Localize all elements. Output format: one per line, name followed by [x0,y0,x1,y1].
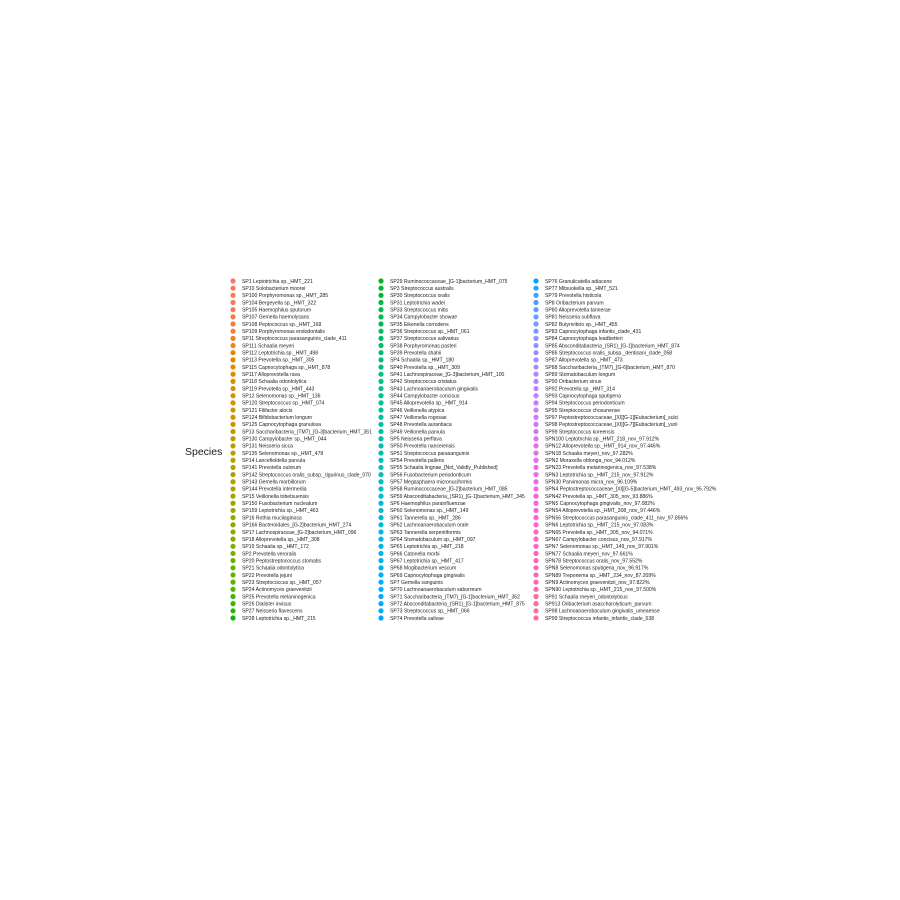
legend-key [533,587,538,592]
legend-key [378,465,383,470]
legend-key [378,479,383,484]
legend-label: SP143 Gemella morbillorum [242,479,306,486]
legend-label: SPN9 Actinomyces graevenitzii_nov_97.822% [545,579,650,586]
legend-label: SP19 Schaalia sp._HMT_172 [242,544,309,551]
legend-key [533,529,538,534]
legend-key [230,336,235,341]
legend-label: SP50 Prevotella nanceiensis [390,443,455,450]
legend-label: SP34 Campylobacter showae [390,314,458,321]
legend-label: SP90 Oribacterium sinus [545,379,602,386]
legend-label: SP38 Porphyromonas pasteri [390,343,457,350]
legend-label: SP79 Prevotella histicola [545,293,602,300]
legend-key [230,443,235,448]
legend-key [533,515,538,520]
legend-items [230,278,716,621]
legend-label: SP64 Stomatobaculum sp._HMT_097 [390,536,476,543]
legend-label: SP73 Streptococcus sp._HMT_066 [390,608,470,615]
legend-label: SPN7 Selenomonas sp._HMT_149_nov_97.901% [545,544,659,551]
legend-key [230,286,235,291]
legend-label: SP45 Alloprevotella sp._HMT_914 [390,400,468,407]
legend-label: SP80 Alloprevotella tannerae [545,307,611,314]
legend-label: SP44 Campylobacter concisus [390,393,460,400]
legend-key [533,572,538,577]
legend-label: SP40 Prevotella sp._HMT_309 [390,364,460,371]
legend-key [378,522,383,527]
legend-key [378,472,383,477]
legend-key [378,601,383,606]
legend-label: SP99 Streptococcus koreensis [545,429,615,436]
legend-key [378,443,383,448]
legend-key [230,379,235,384]
legend-key [230,393,235,398]
legend-key [230,357,235,362]
legend-label: SP37 Streptococcus salivarius [390,336,459,343]
legend-label: SP56 Fusobacterium periodonticum [390,472,471,479]
legend-key [378,537,383,542]
legend-label: SP28 Leptotrichia sp._HMT_215 [242,615,316,622]
legend-label: SP43 Lachnoanaerobaculum gingivalis [390,386,479,393]
legend-label: SP98 Peptostreptococcaceae_[XI][G-7][Eubacterium]_yurii [545,422,678,429]
legend-label: SP98 Lachnoanaerobaculum gingivalis_umeaense [545,608,660,615]
legend-label: SP8 Oribacterium parvum [545,300,604,307]
legend-key [230,580,235,585]
legend-key [533,436,538,441]
legend-key [230,551,235,556]
legend-key [378,314,383,319]
legend-key [533,357,538,362]
legend-label: SP131 Neisseria sicca [242,443,293,450]
legend-label: SP4 Schaalia sp._HMT_180 [390,357,454,364]
legend-label: SP159 Leptotrichia sp._HMT_463 [242,508,319,515]
legend-label: SP81 Neisseria subflava [545,314,601,321]
legend-key [533,329,538,334]
legend-key [533,472,538,477]
legend-label: SP65 Leptotrichia sp._HMT_218 [390,544,464,551]
legend-key [378,350,383,355]
legend-key [230,522,235,527]
legend-key [533,443,538,448]
legend-key [533,321,538,326]
legend-key [230,429,235,434]
legend-label: SP66 Catonella morbi [390,551,440,558]
legend-label: SP41 Lachnospiraceae_[G-3]bacterium_HMT_100 [390,372,505,379]
legend-label: SPN65 Prevotella sp._HMT_305_nov_94.071% [545,529,653,536]
legend-label: SP35 Eikenella corrodens [390,321,449,328]
legend-key [378,580,383,585]
legend-label: SP117 Alloprevotella rava [242,372,300,379]
legend-key [533,415,538,420]
legend-key [533,565,538,570]
legend-label: SPN77 Schaalia meyeri_nov_97.661% [545,551,633,558]
legend-label: SP67 Leptotrichia sp._HMT_417 [390,558,464,565]
legend-key [378,565,383,570]
legend-key [533,286,538,291]
legend-key [230,436,235,441]
legend-label: SP3 Streptococcus australis [390,285,454,292]
legend-label: SP63 Tannerella serpentiformis [390,529,461,536]
legend-key [533,350,538,355]
legend-label: SP84 Capnocytophaga leadbetteri [545,336,623,343]
legend-key [230,314,235,319]
legend-key [533,486,538,491]
legend-label: SP71 Saccharibacteria_(TM7)_[G-1]bacterium_HMT_352 [390,594,520,601]
legend-label: SP49 Veillonella parvula [390,429,445,436]
legend-label: SPN67 Campylobacter concisus_nov_97.917% [545,536,653,543]
legend-key [230,400,235,405]
legend-key [230,508,235,513]
legend-label: SP87 Alloprevotella sp._HMT_473 [545,357,623,364]
legend-label: SP112 Leptotrichia sp._HMT_498 [242,350,319,357]
legend-key [378,450,383,455]
legend-label: SP57 Megasphaera micronuciformis [390,479,473,486]
legend-label: SP104 Bergeyella sp._HMT_322 [242,300,317,307]
legend-label: SP18 Alloprevotella sp._HMT_308 [242,536,320,543]
legend-key [533,601,538,606]
legend-label: SP86 Streptococcus oralis_subsp._dentisani_clade_058 [545,350,673,357]
legend-key [378,321,383,326]
legend-key [378,608,383,613]
legend-label: SP113 Prevotella sp._HMT_305 [242,357,315,364]
legend-key [378,300,383,305]
legend-label: SP42 Streptococcus cristatus [390,379,457,386]
legend-key [230,343,235,348]
legend-label: SP150 Fusobacterium nucleatum [242,501,318,508]
legend-label: SP22 Prevotella jejuni [242,572,292,579]
legend-key [533,372,538,377]
legend-label: SP25 Prevotella melaninogenica [242,594,316,601]
legend-label: SP121 Filifactor alocis [242,407,293,414]
legend-key [533,594,538,599]
legend-key [230,594,235,599]
legend-key [230,537,235,542]
legend-label: SP7 Gemella sanguinis [390,579,443,586]
legend-key [533,278,538,283]
legend-key [230,501,235,506]
legend-key [230,458,235,463]
legend-label: SP15 Veillonella tobetsuensis [242,493,309,500]
legend-key [533,479,538,484]
legend-label: SP135 Selenomonas sp._HMT_478 [242,450,324,457]
legend-label: SP24 Actinomyces graevenitzii [242,587,312,594]
legend-key [378,415,383,420]
legend-key [230,329,235,334]
legend-key [230,307,235,312]
legend-label: SP118 Schaalia odontolytica [242,379,307,386]
legend-label: SP82 Butyrivibrio sp._HMT_455 [545,321,618,328]
legend-key [378,529,383,534]
legend-label: SPN3 Leptotrichia sp._HMT_215_nov_97.912% [545,472,654,479]
legend-key [378,551,383,556]
legend-key [533,400,538,405]
legend-label: SPN100 Leptotrichia sp._HMT_218_nov_97.912% [545,436,660,443]
legend-label: SP31 Leptotrichia wadei [390,300,445,307]
legend-key [230,608,235,613]
legend-label: SP913 Oribacterium asaccharolyticum_parvum [545,601,652,608]
legend-key [378,393,383,398]
legend-label: SP119 Prevotella sp._HMT_443 [242,386,315,393]
legend-label: SP1 Leptotrichia sp._HMT_221 [242,278,313,285]
legend-label: SP12 Selenomonas sp._HMT_136 [242,393,321,400]
legend-label: SP144 Prevotella intermedia [242,486,307,493]
legend-label: SP85 Absconditabacteria_(SR1)_[G-1]bacterium_HMT_874 [545,343,680,350]
legend-key [230,386,235,391]
legend-label: SP115 Capnocytophaga sp._HMT_878 [242,364,331,371]
legend-label: SP108 Peptococcus sp._HMT_168 [242,321,322,328]
legend-key [230,601,235,606]
legend-key [533,293,538,298]
legend-key [378,379,383,384]
legend-key [230,407,235,412]
legend-label: SPN12 Alloprevotella sp._HMT_914_nov_97.446% [545,443,661,450]
legend-label: SPN54 Alloprevotella sp._HMT_308_nov_97.446% [545,508,661,515]
legend-label: SP89 Stomatobaculum longum [545,372,616,379]
legend-key [378,422,383,427]
legend-label: SP54 Prevotella pallens [390,458,445,465]
legend-key [230,615,235,620]
legend-key [533,364,538,369]
legend-label: SP99 Streptococcus infantis_infantis_clade_638 [545,615,655,622]
legend-label: SP72 Absconditabacteria_(SR1)_[G-1]bacterium_HMT_875 [390,601,525,608]
legend-label: SPN78 Streptococcus oralis_nov_97.552% [545,558,643,565]
legend-key [378,336,383,341]
legend-key [230,565,235,570]
legend-label: SPN18 Schaalia meyeri_nov_97.282% [545,450,633,457]
legend-label: SP17 Lachnospiraceae_[G-2]bacterium_HMT_096 [242,529,357,536]
legend-key [533,580,538,585]
legend-key [533,558,538,563]
legend-key [533,544,538,549]
legend-label: SP11 Streptococcus parasanguinis_clade_411 [242,336,347,343]
legend-label: SP107 Gemella haemolysans [242,314,310,321]
legend-label: SP111 Schaalia meyeri [242,343,295,350]
legend-label: SP88 Saccharibacteria_(TM7)_[G-6]bacterium_HMT_870 [545,364,675,371]
legend-label: SPN30 Parvimonas micra_nov_96.109% [545,479,638,486]
legend-label: SPN4 Peptostreptococcaceae_[XI][G-5]bacterium_HMT_493_nov_95.792% [545,486,717,493]
legend-label: SP124 Bifidobacterium longum [242,415,312,422]
legend-key [230,300,235,305]
legend-label: SP48 Prevotella aurantiaca [390,422,452,429]
legend-key [230,494,235,499]
legend-key [378,429,383,434]
legend-key [230,544,235,549]
legend-label: SP30 Streptococcus oralis [390,293,450,300]
legend-label: SP39 Prevotella shahii [390,350,442,357]
legend-label: SP29 Ruminococcaceae_[G-1]bacterium_HMT_075 [390,278,508,285]
legend-label: SP16 Rothia mucilaginosa [242,515,302,522]
legend-key [378,508,383,513]
legend-key [533,379,538,384]
legend-key [230,293,235,298]
legend-label: SP125 Capnocytophaga granulosa [242,422,322,429]
legend-key [230,515,235,520]
legend-key [533,465,538,470]
legend-key [230,479,235,484]
legend-label: SP142 Streptococcus oralis_subsp._tigurinus_clade_070 [242,472,371,479]
legend-label: SP141 Prevotella oulorum [242,465,302,472]
legend-label: SP55 Schaalia lingnae_[Not_Validly_Published] [390,465,498,472]
legend-label: SP51 Streptococcus parasanguinis [390,450,470,457]
legend-key [378,436,383,441]
legend-label: SP21 Schaalia odontolytica [242,565,305,572]
legend-label: SP95 Streptococcus chosunense [545,407,621,414]
legend-label: SP109 Porphyromonas endodontalis [242,328,325,335]
legend-label: SP60 Selenomonas sp._HMT_149 [390,508,469,515]
legend-key [533,307,538,312]
legend-label: SP61 Tannerella sp._HMT_286 [390,515,461,522]
legend-key [378,587,383,592]
legend-key [378,572,383,577]
legend-key [533,300,538,305]
legend-key [378,286,383,291]
legend-label: SPN6 Leptotrichia sp._HMT_215_nov_97.083% [545,522,654,529]
legend-key [378,594,383,599]
legend-key [533,608,538,613]
legend-key [533,386,538,391]
legend-label: SP77 Mitsuokella sp._HMT_521 [545,285,618,292]
legend-label: SP5 Neisseria perflava [390,436,442,443]
legend-key [230,450,235,455]
legend-key [378,458,383,463]
legend-label: SPN5 Capnocytophaga gingivalis_nov_97.082% [545,501,655,508]
legend-key [230,558,235,563]
legend-key [230,364,235,369]
legend-key [533,508,538,513]
legend-label: SP94 Streptococcus periodonticum [545,400,625,407]
legend-label: SP58 Ruminococcaceae_[G-2]bacterium_HMT_085 [390,486,508,493]
legend-key [378,386,383,391]
legend-key [533,615,538,620]
legend-key [533,551,538,556]
legend-label: SP70 Lachnoanaerobaculum saburreum [390,587,482,594]
legend-key [378,544,383,549]
legend-label: SP74 Prevotella salivae [390,615,444,622]
legend-key [230,587,235,592]
legend-label: SPN8 Selenomonas sputigena_nov_96.917% [545,565,649,572]
legend-key [378,293,383,298]
legend-key [378,400,383,405]
legend-key [533,522,538,527]
legend-key [230,372,235,377]
legend-key [533,422,538,427]
legend-key [230,529,235,534]
legend-label: SPN89 Treponema sp._HMT_234_nov_87.209% [545,572,656,579]
legend-key [533,494,538,499]
legend-label: SP105 Haemophilus sputorum [242,307,312,314]
legend-key [378,515,383,520]
legend-label: SPN56 Streptococcus parasanguinis_clade_411_nov_97.856% [545,515,688,522]
legend-label: SPN42 Prevotella sp._HMT_305_nov_93.886% [545,493,653,500]
legend-label: SP91 Schaalia meyeri_odontolyticus [545,594,628,601]
legend-label: SP120 Streptococcus sp._HMT_074 [242,400,325,407]
legend-key [230,465,235,470]
legend-key [230,486,235,491]
legend-label: SP69 Capnocytophaga gingivalis [390,572,465,579]
legend-label: SP36 Streptococcus sp._HMT_061 [390,328,470,335]
legend-label: SP23 Streptococcus sp._HMT_057 [242,579,322,586]
legend-key [533,429,538,434]
legend-label: SP20 Peptostreptococcus stomatis [242,558,321,565]
legend-key [230,572,235,577]
legend-label: SP27 Neisseria flavescens [242,608,303,615]
legend-key [378,307,383,312]
legend-label: SP62 Lachnoanaerobaculum orale [390,522,469,529]
legend-key [230,422,235,427]
legend-key [378,357,383,362]
legend-key [378,278,383,283]
legend-label: SP59 Absconditabacteria_(SR1)_[G-1]bacterium_HMT_345 [390,493,525,500]
legend-label: SP76 Granulicatella adiacens [545,278,612,285]
legend-key [378,343,383,348]
legend-label: SP13 Saccharibacteria_(TM7)_[G-3]bacterium_HMT_351 [242,429,372,436]
legend-label: SP33 Streptococcus mitis [390,307,449,314]
legend-label: SP83 Capnocytophaga infantis_clade_431 [545,328,642,335]
legend-key [533,393,538,398]
legend-label: SP46 Veillonella atypica [390,407,445,414]
legend-label: SP93 Capnocytophaga sputigena [545,393,621,400]
legend-label: SP2 Prevotella veroralis [242,551,297,558]
legend-key [230,321,235,326]
legend-key [533,336,538,341]
legend-label: SPN23 Prevotella melaninogenica_nov_97.538% [545,465,657,472]
legend-key [533,458,538,463]
legend-key [378,501,383,506]
legend-label: SPN2 Moraxella oblonga_nov_94.012% [545,458,636,465]
legend-label: SP26 Dialister invisus [242,601,292,608]
legend-label: SP6 Haemophilus parainfluenzae [390,501,466,508]
legend-key [230,278,235,283]
legend-label: SPN90 Leptotrichia sp._HMT_215_nov_97.500% [545,587,657,594]
legend-label: SP130 Campylobacter sp._HMT_044 [242,436,327,443]
legend-key [378,486,383,491]
legend-title: Species [185,446,223,458]
legend-key [533,407,538,412]
legend-key [378,494,383,499]
legend-key [533,343,538,348]
legend-label: SP100 Porphyromonas sp._HMT_285 [242,293,329,300]
legend-key [230,472,235,477]
legend-key [378,615,383,620]
legend-key [378,372,383,377]
legend-key [533,537,538,542]
legend-key [378,407,383,412]
legend-label: SP68 Mogibacterium vescum [390,565,457,572]
legend-key [533,501,538,506]
legend-label: SP10 Solobacterium moorei [242,285,306,292]
legend-label: SP97 Peptostreptococcaceae_[XI][G-1][Eubacterium]_sulci [545,415,679,422]
legend-key [378,558,383,563]
legend-key [230,350,235,355]
legend-key [533,314,538,319]
legend-label: SP47 Veillonella rogosae [390,415,447,422]
legend-label: SP166 Bacteroidales_[G-2]bacterium_HMT_274 [242,522,352,529]
legend-key [230,415,235,420]
legend-key [378,364,383,369]
legend-key [533,450,538,455]
legend-key [378,329,383,334]
legend-label: SP14 Lancefieldella parvula [242,458,306,465]
legend-label: SP92 Prevotella sp._HMT_314 [545,386,615,393]
